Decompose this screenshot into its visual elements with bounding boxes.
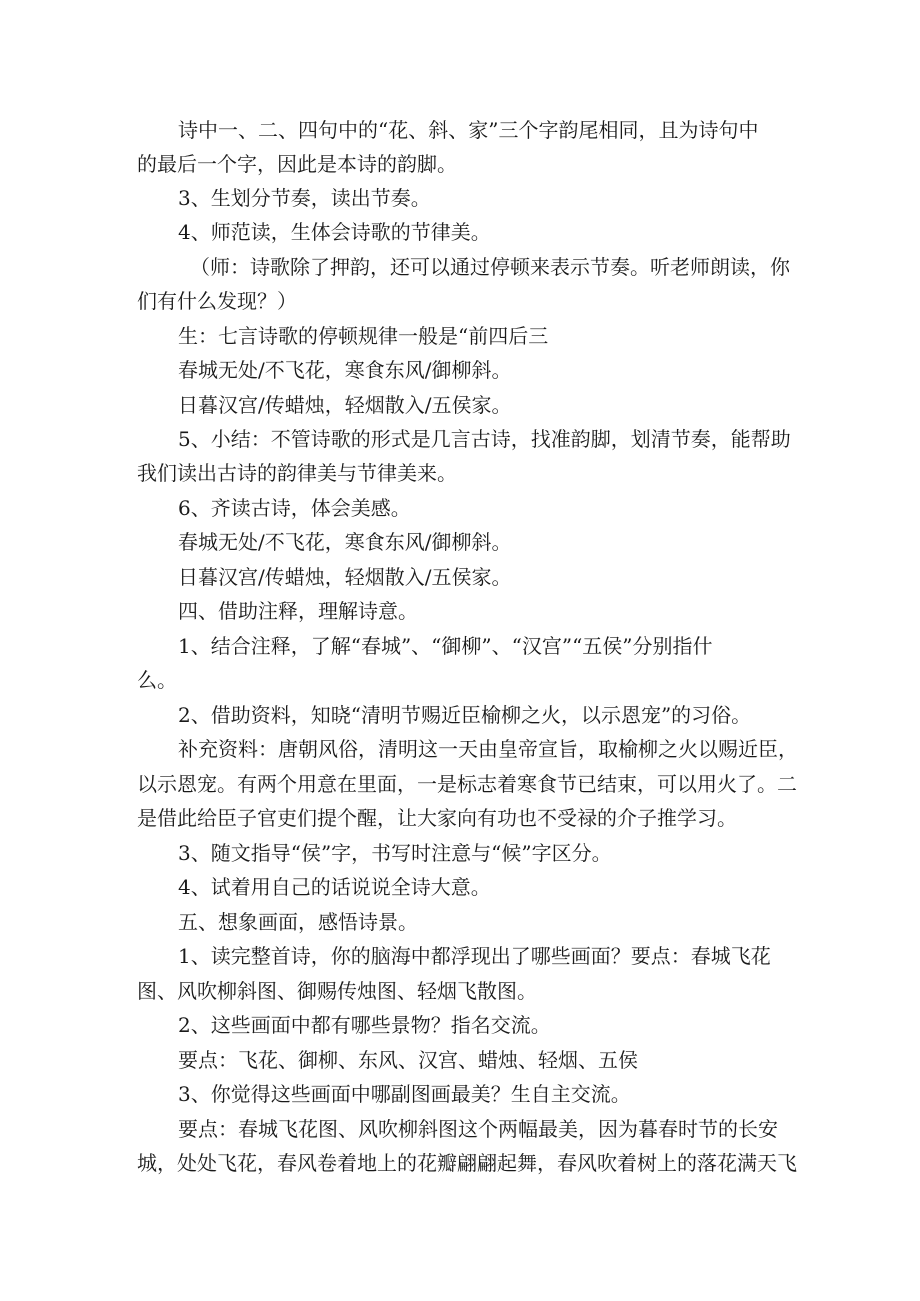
- paragraph-line: （师：诗歌除了押韵，还可以通过停顿来表示节奏。听老师朗读，你: [190, 255, 790, 279]
- paragraph-line: 的最后一个字，因此是本诗的韵脚。: [137, 152, 457, 176]
- section-heading: 四、借助注释，理解诗意。: [178, 599, 418, 623]
- paragraph-line: 我们读出古诗的韵律美与节律美来。: [137, 461, 457, 485]
- poem-line: 日暮汉宫/传蜡烛，轻烟散入/五侯家。: [178, 565, 512, 589]
- paragraph-line: 诗中一、二、四句中的“花、斜、家”三个字韵尾相同，且为诗句中: [178, 118, 759, 142]
- poem-line: 春城无处/不飞花，寒食东风/御柳斜。: [178, 358, 512, 382]
- paragraph-line: 以示恩宠。有两个用意在里面，一是标志着寒食节已结束，可以用火了。二: [137, 772, 797, 796]
- paragraph-line: 2、借助资料，知晓“清明节赐近臣榆柳之火，以示恩宠”的习俗。: [178, 703, 752, 727]
- paragraph-line: 么。: [137, 668, 177, 692]
- paragraph-line: 城，处处飞花，春风卷着地上的花瓣翩翩起舞，春风吹着树上的落花满天飞: [137, 1151, 797, 1175]
- paragraph-line: 是借此给臣子官吏们提个醒，让大家向有功也不受禄的介子推学习。: [137, 806, 737, 830]
- paragraph-line: 图、风吹柳斜图、御赐传烛图、轻烟飞散图。: [137, 979, 537, 1003]
- paragraph-line: 5、小结：不管诗歌的形式是几言古诗，找准韵脚，划清节奏，能帮助: [178, 427, 791, 451]
- paragraph-line: 3、你觉得这些画面中哪副图画最美？生自主交流。: [178, 1082, 631, 1106]
- poem-line: 春城无处/不飞花，寒食东风/御柳斜。: [178, 530, 512, 554]
- paragraph-line: 4、师范读，生体会诗歌的节律美。: [178, 220, 491, 244]
- paragraph-line: 要点：飞花、御柳、东风、汉宫、蜡烛、轻烟、五侯: [178, 1048, 638, 1072]
- paragraph-line: 1、读完整首诗，你的脑海中都浮现出了哪些画面？要点：春城飞花: [178, 944, 771, 968]
- paragraph-line: 2、这些画面中都有哪些景物？指名交流。: [178, 1013, 551, 1037]
- paragraph-line: 3、生划分节奏，读出节奏。: [178, 186, 431, 210]
- paragraph-line: 生：七言诗歌的停顿规律一般是“前四后三: [178, 324, 549, 348]
- paragraph-line: 4、试着用自己的话说说全诗大意。: [178, 875, 491, 899]
- paragraph-line: 1、结合注释，了解“春城”、“御柳”、“汉宫”“五侯”分别指什: [178, 634, 713, 658]
- paragraph-line: 要点：春城飞花图、风吹柳斜图这个两幅最美，因为暮春时节的长安: [178, 1117, 778, 1141]
- section-heading: 五、想象画面，感悟诗景。: [178, 910, 418, 934]
- paragraph-line: 补充资料：唐朝风俗，清明这一天由皇帝宣旨，取榆柳之火以赐近臣，: [178, 737, 798, 761]
- paragraph-line: 3、随文指导“侯”字，书写时注意与“候”字区分。: [178, 841, 612, 865]
- paragraph-line: 6、齐读古诗，体会美感。: [178, 496, 411, 520]
- poem-line: 日暮汉宫/传蜡烛，轻烟散入/五侯家。: [178, 393, 512, 417]
- paragraph-line: 们有什么发现？）: [137, 289, 297, 313]
